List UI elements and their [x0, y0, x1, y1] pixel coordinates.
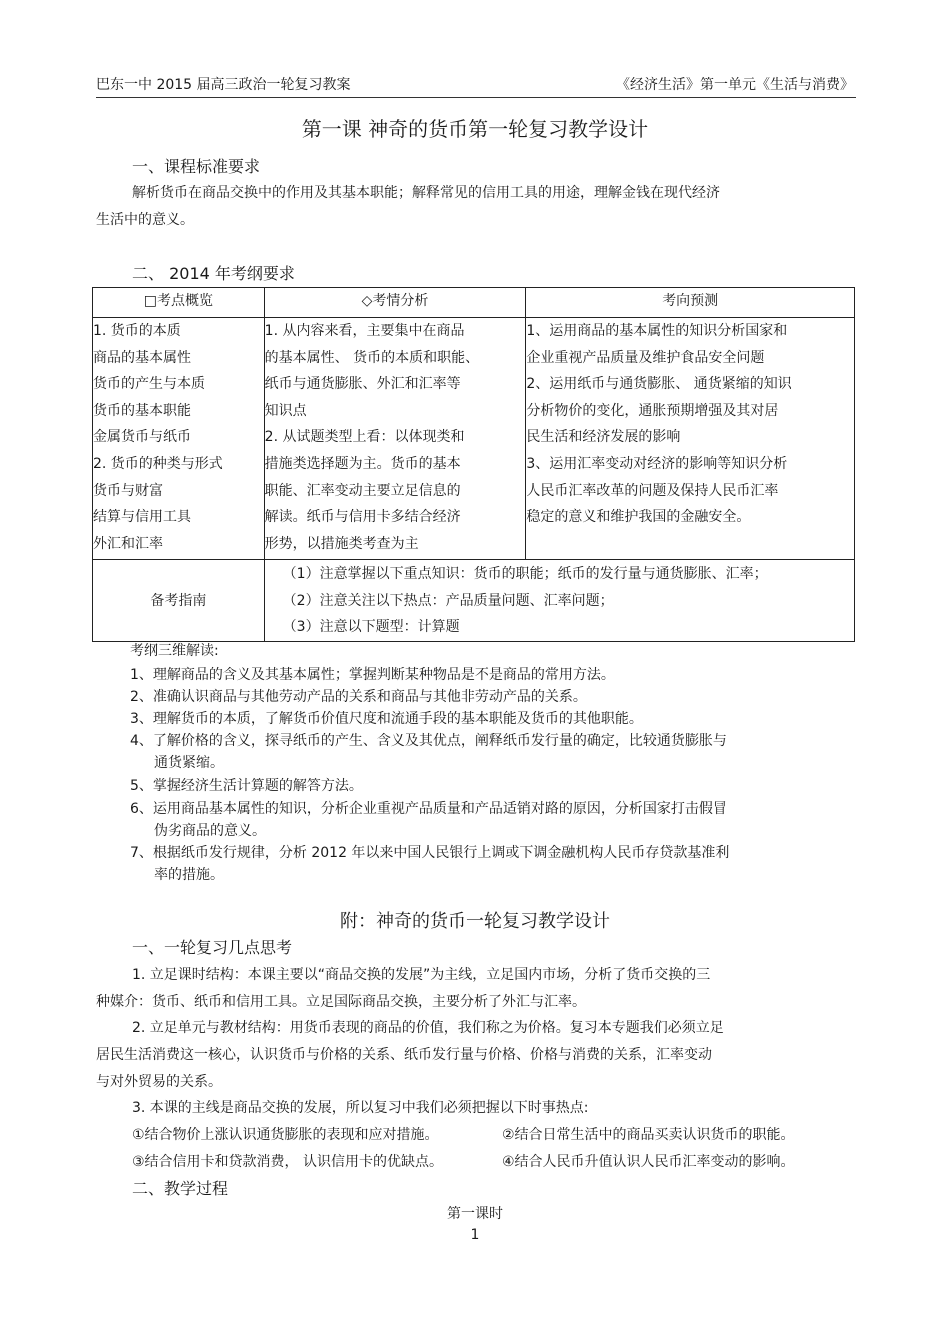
overview-line: 货币与财富: [93, 482, 163, 499]
table-col-forecast: [526, 318, 855, 560]
guide-line: （3）注意以下题型：计算题: [282, 619, 460, 635]
forecast-line: 人民币汇率改革的问题及保持人民币汇率: [526, 482, 779, 499]
guide-content: [264, 560, 854, 642]
analysis-line: 1. 从内容来看，主要集中在商品: [264, 323, 465, 339]
appendix-p1-line-2: 种媒介：货币、纸币和信用工具。立足国际商品交换，主要分析了外汇与汇率。: [96, 994, 586, 1010]
header-right: 《经济生活》第一单元《生活与消费》: [616, 77, 854, 93]
appendix-heading-1: 一、一轮复习几点思考: [132, 938, 293, 957]
interpretation-heading: 考纲三维解读:: [130, 643, 219, 659]
appendix-p2-line-1: 2. 立足单元与教材结构：用货币表现的商品的价值，我们称之为价格。复习本专题我们必须立足: [132, 1020, 724, 1036]
forecast-line: 分析物价的变化，通胀预期增强及其对居: [526, 402, 779, 419]
lesson-label: 第一课时: [447, 1206, 503, 1222]
appendix-p1-line-1: 1. 立足课时结构：本课主要以“商品交换的发展”为主线，立足国内市场，分析了货币交换的三: [132, 967, 711, 983]
table-header-analysis: ◇考情分析: [264, 288, 526, 318]
interpretation-item-4: 4、了解价格的含义，探寻纸币的产生、含义及其优点，阐释纸币发行量的确定，比较通货膨胀与: [130, 733, 727, 749]
forecast-line: 企业重视产品质量及维护食品安全问题: [526, 349, 765, 366]
hot-topic-2: ②结合日常生活中的商品买卖认识货币的职能。: [502, 1127, 795, 1143]
overview-line: 货币的基本职能: [93, 402, 191, 419]
appendix-p2-line-3: 与对外贸易的关系。: [96, 1074, 222, 1090]
interpretation-item-2: 2、准确认识商品与其他劳动产品的关系和商品与其他非劳动产品的关系。: [130, 689, 587, 705]
forecast-line: 稳定的意义和维护我国的金融安全。: [526, 509, 751, 526]
interpretation-item-5: 5、掌握经济生活计算题的解答方法。: [130, 778, 363, 794]
interpretation-item-7: 7、根据纸币发行规律，分析 2012 年以来中国人民银行上调或下调金融机构人民币存贷款基准利: [130, 845, 730, 861]
header-left: 巴东一中 2015 届高三政治一轮复习教案: [96, 77, 351, 93]
analysis-line: 2. 从试题类型上看：以体现类和: [264, 429, 465, 446]
guide-line: （1）注意掌握以下重点知识：货币的职能；纸币的发行量与通货膨胀、汇率；: [282, 566, 768, 582]
analysis-line: 措施类选择题为主。货币的基本: [264, 455, 461, 472]
analysis-line: 形势，以措施类考查为主: [264, 535, 419, 552]
section2-heading: 二、 2014 年考纲要求: [132, 264, 295, 283]
overview-line: 外汇和汇率: [93, 535, 163, 552]
analysis-line: 纸币与通货膨胀、外汇和汇率等: [264, 376, 461, 393]
analysis-line: 职能、汇率变动主要立足信息的: [264, 482, 461, 499]
forecast-line: 2、运用纸币与通货膨胀、 通货紧缩的知识: [526, 376, 792, 393]
analysis-line: 解读。纸币与信用卡多结合经济: [264, 509, 461, 526]
overview-line: 2. 货币的种类与形式: [93, 455, 223, 472]
section1-line-2: 生活中的意义。: [96, 212, 194, 228]
overview-line: 结算与信用工具: [93, 509, 191, 526]
analysis-line: 的基本属性、 货币的本质和职能、: [264, 349, 480, 366]
guide-line: （2）注意关注以下热点：产品质量问题、汇率问题；: [282, 592, 614, 609]
appendix-heading-2: 二、教学过程: [132, 1179, 229, 1198]
interpretation-item-6: 6、运用商品基本属性的知识，分析企业重视产品质量和产品适销对路的原因，分析国家打击假冒: [130, 801, 727, 817]
interpretation-item-6-cont: 伪劣商品的意义。: [154, 823, 266, 839]
hot-topic-4: ④结合人民币升值认识人民币汇率变动的影响。: [502, 1154, 795, 1170]
table-header-overview: □考点概览: [93, 288, 265, 318]
overview-line: 1. 货币的本质: [93, 323, 181, 339]
section1-heading: 一、课程标准要求: [132, 157, 261, 176]
table-col-analysis: [264, 318, 526, 560]
table-header-forecast: 考向预测: [526, 288, 855, 318]
overview-line: 商品的基本属性: [93, 349, 191, 366]
analysis-line: 知识点: [264, 402, 307, 419]
header-rule: [96, 97, 856, 98]
exam-requirements-table: [92, 287, 855, 642]
hot-topic-3: ③结合信用卡和贷款消费， 认识信用卡的优缺点。: [132, 1154, 443, 1170]
interpretation-item-3: 3、理解货币的本质，了解货币价值尺度和流通手段的基本职能及货币的其他职能。: [130, 711, 643, 727]
forecast-line: 3、运用汇率变动对经济的影响等知识分析: [526, 455, 788, 472]
page-title: 第一课 神奇的货币第一轮复习教学设计: [301, 117, 649, 141]
guide-label: 备考指南: [93, 560, 265, 642]
section1-line-1: 解析货币在商品交换中的作用及其基本职能；解释常见的信用工具的用途，理解金钱在现代经济: [132, 185, 720, 201]
overview-line: 金属货币与纸币: [93, 429, 191, 446]
interpretation-item-7-cont: 率的措施。: [154, 867, 224, 883]
hot-topic-1: ①结合物价上涨认识通货膨胀的表现和应对措施。: [132, 1127, 439, 1143]
interpretation-item-4-cont: 通货紧缩。: [154, 755, 224, 771]
appendix-title: 附：神奇的货币一轮复习教学设计: [340, 911, 610, 932]
overview-line: 货币的产生与本质: [93, 376, 205, 393]
interpretation-item-1: 1、理解商品的含义及其基本属性；掌握判断某种物品是不是商品的常用方法。: [130, 667, 615, 683]
forecast-line: 民生活和经济发展的影响: [526, 429, 681, 446]
appendix-p3: 3. 本课的主线是商品交换的发展，所以复习中我们必须把握以下时事热点:: [132, 1100, 589, 1116]
table-col-overview: [93, 318, 265, 560]
appendix-p2-line-2: 居民生活消费这一核心，认识货币与价格的关系、纸币发行量与价格、价格与消费的关系，汇率变动: [96, 1047, 712, 1063]
page-number: 1: [470, 1227, 480, 1243]
forecast-line: 1、运用商品的基本属性的知识分析国家和: [526, 323, 788, 339]
